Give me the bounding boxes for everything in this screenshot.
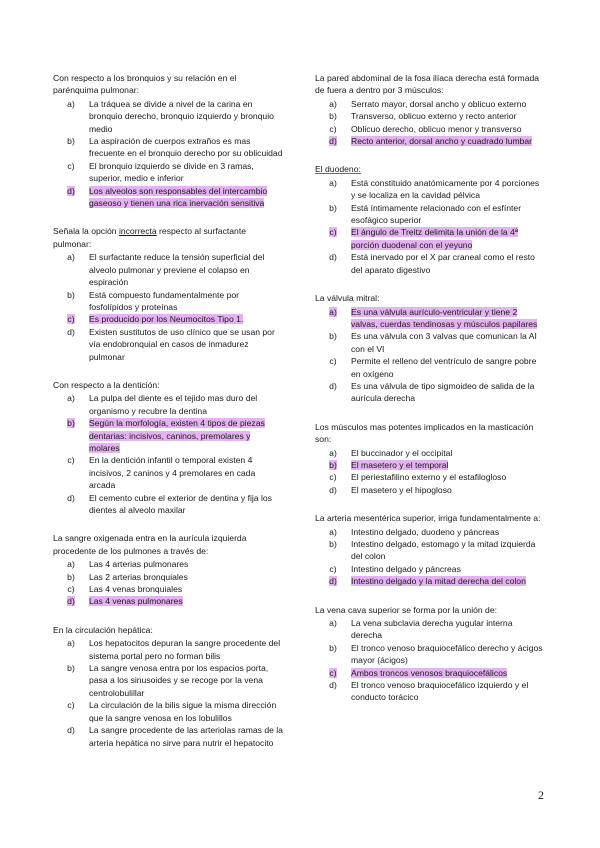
option-text-wrap <box>89 98 283 135</box>
option-letter <box>315 447 351 459</box>
option-text: Es producido por los Neumocitos Tipo 1. <box>89 314 244 325</box>
option-letter-text: c) <box>67 160 75 171</box>
answer-option-highlighted <box>53 185 283 210</box>
option-letter-text: d) <box>67 492 75 503</box>
option-letter-text: c) <box>329 472 337 483</box>
option-letter <box>315 484 351 496</box>
question-block <box>315 421 545 496</box>
option-text: El masetero y el hipogloso <box>351 484 452 495</box>
option-text-wrap <box>351 667 545 679</box>
option-letter-text: d) <box>67 725 75 736</box>
question-title-part: respecto al surfactante pulmonar: <box>53 226 246 249</box>
answer-option <box>315 679 545 704</box>
option-letter <box>53 185 89 210</box>
option-text: La aspiración de cuerpos extraños es mas frecuente en el bronquio derecho por su oblicuidad <box>89 136 283 159</box>
option-letter-text: c) <box>67 455 75 466</box>
option-letter-text: c) <box>329 356 337 367</box>
option-letter-text: d) <box>329 680 337 691</box>
answer-option <box>53 135 283 160</box>
option-letter-text: a) <box>329 447 337 458</box>
option-letter <box>53 571 89 583</box>
option-text: Serrato mayor, dorsal ancho y oblicuo externo <box>351 98 527 109</box>
question-title <box>53 624 283 636</box>
answer-option <box>53 662 283 699</box>
option-text: Intestino delgado, estomago y la mitad izquierda del colon <box>351 539 536 562</box>
option-letter <box>53 417 89 454</box>
option-letter-text: a) <box>67 252 75 263</box>
question-block <box>315 512 545 587</box>
option-text: Las 4 arterias pulmonares <box>89 559 189 570</box>
answer-option <box>315 380 545 405</box>
option-letter <box>53 98 89 135</box>
option-text: Oblicuo derecho, oblicuo menor y transverso <box>351 123 522 134</box>
question-block <box>315 163 545 276</box>
option-text: El buccinador y el occipital <box>351 447 453 458</box>
option-letter <box>53 492 89 517</box>
option-text: El ángulo de Treitz delimita la unión de la 4ª porción duodenal con el yeyuno <box>351 227 519 250</box>
option-letter-text: b) <box>329 202 337 213</box>
option-text-wrap <box>89 662 283 699</box>
option-text-wrap <box>351 642 545 667</box>
question-title-part: El duodeno: <box>315 164 361 175</box>
option-letter <box>315 459 351 471</box>
answer-option <box>315 471 545 483</box>
option-letter-text: d) <box>329 380 337 391</box>
option-text-wrap <box>351 380 545 405</box>
option-letter-text: a) <box>329 526 337 537</box>
option-text: Existen sustitutos de uso clínico que se usan por vía endobronquial en casos de inmadurez pulmonar <box>89 326 275 362</box>
answer-option-highlighted <box>315 459 545 471</box>
option-letter <box>315 202 351 227</box>
option-text: Intestino delgado y páncreas <box>351 563 461 574</box>
answer-option <box>315 484 545 496</box>
option-text-wrap <box>89 571 283 583</box>
option-letter-text: b) <box>329 459 337 470</box>
option-letter-text: c) <box>67 584 75 595</box>
option-letter <box>53 392 89 417</box>
answer-option <box>315 98 545 110</box>
option-text: El surfactante reduce la tensión superficial del alveolo pulmonar y previene el colapso en espiración <box>89 252 265 288</box>
option-text-wrap <box>89 492 283 517</box>
answer-option <box>53 699 283 724</box>
page-number: 2 <box>538 788 544 802</box>
question-title-part: Señala la opción <box>53 226 119 237</box>
question-title <box>53 225 283 250</box>
option-text-wrap <box>89 251 283 288</box>
option-text-wrap <box>89 185 283 210</box>
option-text: La sangre venosa entra por los espacios porta, pasa a los sinusoides y se recoge por la vena centrolobulillar <box>89 663 269 698</box>
option-text: Según la morfología, existen 4 tipos de piezas dentarias: incisivos, caninos, premolares y molares <box>89 418 265 453</box>
option-letter <box>53 662 89 699</box>
option-letter <box>53 724 89 749</box>
option-text: El tronco venoso braquiocefálico izquierdo y el conducto torácico <box>351 680 529 703</box>
option-text: En la dentición infantil o temporal existen 4 incisivos, 2 caninos y 4 premolares en cada arcada <box>89 455 256 491</box>
option-text: Es una válvula con 3 valvas que comunican la AI con el VI <box>351 331 537 354</box>
question-title-part: Con respecto a los bronquios y su relación en el parénquima pulmonar: <box>53 73 237 96</box>
option-letter-text: b) <box>67 571 75 582</box>
option-text: El cemento cubre el exterior de dentina y fija los dientes al alveolo maxilar <box>89 492 272 515</box>
answer-option <box>53 571 283 583</box>
option-letter <box>53 637 89 662</box>
option-letter-text: c) <box>329 667 337 678</box>
option-letter <box>315 667 351 679</box>
option-letter-text: d) <box>67 326 75 337</box>
option-letter <box>315 563 351 575</box>
option-text-wrap <box>351 135 545 147</box>
answer-option <box>53 289 283 314</box>
option-letter-text: a) <box>67 98 75 109</box>
answer-option <box>53 583 283 595</box>
question-title-part: La pared abdominal de la fosa ilíaca derecha está formada de fuera a dentro por 3 músculos: <box>315 73 540 96</box>
option-text-wrap <box>351 679 545 704</box>
question-title <box>53 72 283 97</box>
question-block <box>315 72 545 147</box>
question-block <box>315 604 545 704</box>
question-block <box>53 225 283 362</box>
option-letter <box>53 289 89 314</box>
question-title-part: Los músculos mas potentes implicados en la masticación son: <box>315 421 534 445</box>
option-letter <box>315 575 351 587</box>
option-text-wrap <box>89 313 283 325</box>
option-letter-text: d) <box>329 136 337 147</box>
option-text-wrap <box>89 637 283 662</box>
option-text: Es una válvula de tipo sigmoideo de salida de la aurícula derecha <box>351 380 535 404</box>
option-letter-text: b) <box>67 663 75 674</box>
option-letter-text: b) <box>329 642 337 653</box>
option-letter <box>315 538 351 563</box>
option-text-wrap <box>351 177 545 202</box>
option-letter <box>315 355 351 380</box>
question-title <box>315 421 545 446</box>
option-text: El bronquio izquierdo se divide en 3 ramas, superior, medio e inferior <box>89 160 254 184</box>
option-letter-text: d) <box>67 596 75 607</box>
answer-option <box>53 392 283 417</box>
option-text-wrap <box>351 226 545 251</box>
option-letter-text: b) <box>67 418 75 429</box>
option-text-wrap <box>89 595 283 607</box>
option-letter <box>315 642 351 667</box>
option-letter-text: c) <box>329 563 337 574</box>
option-letter <box>315 679 351 704</box>
answer-option <box>315 330 545 355</box>
option-letter <box>315 135 351 147</box>
option-text: La pulpa del diente es el tejido mas duro del organismo y recubre la dentina <box>89 393 258 416</box>
left-column <box>53 72 283 765</box>
option-text-wrap <box>89 724 283 749</box>
option-letter <box>315 471 351 483</box>
option-text: Está constituido anatómicamente por 4 porciones y se localiza en la cavidad pélvica <box>351 177 540 201</box>
option-text-wrap <box>351 617 545 642</box>
answer-option-highlighted <box>315 306 545 331</box>
option-letter <box>315 251 351 276</box>
question-title <box>315 72 545 97</box>
option-text-wrap <box>351 471 545 483</box>
option-text-wrap <box>89 699 283 724</box>
option-letter <box>315 330 351 355</box>
option-letter-text: a) <box>329 618 337 629</box>
answer-option <box>315 355 545 380</box>
answer-option <box>53 160 283 185</box>
option-letter-text: b) <box>329 331 337 342</box>
option-letter <box>315 98 351 110</box>
option-text: La circulación de la bilis sigue la misma dirección que la sangre venosa en los lobulillos <box>89 700 277 723</box>
option-letter <box>53 595 89 607</box>
option-letter-text: c) <box>67 700 75 711</box>
option-letter-text: a) <box>329 306 337 317</box>
option-letter <box>53 135 89 160</box>
option-letter-text: a) <box>329 98 337 109</box>
option-letter <box>315 123 351 135</box>
option-letter <box>53 558 89 570</box>
answer-option <box>315 123 545 135</box>
answer-option <box>53 326 283 363</box>
answer-option-highlighted <box>315 667 545 679</box>
option-text: La sangre procedente de las arteriolas ramas de la arteria hepática no sirve para nutrir el hepatocito <box>89 725 283 748</box>
option-letter-text: a) <box>67 393 75 404</box>
question-block <box>315 292 545 405</box>
answer-option <box>315 251 545 276</box>
answer-option-highlighted <box>53 595 283 607</box>
option-letter-text: a) <box>67 559 75 570</box>
option-text: Los hepatocitos depuran la sangre procedente del sistema portal pero no forman bilis <box>89 638 281 661</box>
answer-option <box>53 98 283 135</box>
option-text-wrap <box>89 583 283 595</box>
option-text-wrap <box>351 98 545 110</box>
answer-option <box>315 642 545 667</box>
option-text: Intestino delgado y la mitad derecha del colon <box>351 576 526 587</box>
option-text: La vena subclavia derecha yugular interna derecha <box>351 618 513 641</box>
option-letter <box>53 583 89 595</box>
option-text: Las 2 arterias bronquiales <box>89 571 188 582</box>
option-text: Está inervado por el X par craneal como el resto del aparato digestivo <box>351 252 535 275</box>
option-text-wrap <box>351 526 545 538</box>
option-letter-text: d) <box>329 252 337 263</box>
option-text: Las 4 venas pulmonares <box>89 596 183 607</box>
option-letter-text: d) <box>329 576 337 587</box>
option-text: Intestino delgado, duodeno y páncreas <box>351 526 500 537</box>
question-title-part: Con respecto a la dentición: <box>53 379 160 390</box>
option-text: Está íntimamente relacionado con el esfínter esofágico superior <box>351 202 522 226</box>
answer-option <box>53 637 283 662</box>
option-letter <box>315 110 351 122</box>
question-title-part: La válvula mitral: <box>315 293 380 304</box>
option-letter-text: c) <box>67 314 75 325</box>
answer-option <box>315 563 545 575</box>
option-letter <box>315 177 351 202</box>
answer-option <box>315 617 545 642</box>
option-text-wrap <box>351 563 545 575</box>
answer-option <box>315 538 545 563</box>
option-text-wrap <box>351 447 545 459</box>
option-text-wrap <box>89 417 283 454</box>
option-letter-text: c) <box>329 227 337 238</box>
option-text-wrap <box>89 135 283 160</box>
question-title-part: La vena cava superior se forma por la unión de: <box>315 604 498 615</box>
question-title <box>53 532 283 557</box>
option-text-wrap <box>89 289 283 314</box>
question-title-part: En la circulación hepática: <box>53 624 153 635</box>
question-title-part: La sangre oxigenada entra en la aurícula izquierda procedente de los pulmones a través de: <box>53 533 247 556</box>
question-title <box>315 292 545 304</box>
answer-option <box>53 454 283 491</box>
answer-option <box>53 724 283 749</box>
option-letter <box>53 699 89 724</box>
question-block <box>53 532 283 607</box>
option-letter <box>315 306 351 331</box>
question-title <box>53 379 283 391</box>
answer-option <box>315 177 545 202</box>
option-text-wrap <box>89 160 283 185</box>
option-text-wrap <box>351 123 545 135</box>
option-letter <box>315 617 351 642</box>
option-letter <box>53 313 89 325</box>
answer-option <box>53 558 283 570</box>
option-text: Ambos troncos venosos braquiocefálicos <box>351 667 508 678</box>
answer-option <box>53 251 283 288</box>
answer-option <box>315 526 545 538</box>
question-block <box>53 624 283 749</box>
answer-option-highlighted <box>315 575 545 587</box>
option-text-wrap <box>351 575 545 587</box>
option-letter <box>53 251 89 288</box>
option-text: El masetero y el temporal <box>351 459 449 470</box>
option-letter-text: b) <box>329 539 337 549</box>
option-text-wrap <box>351 202 545 227</box>
question-title <box>315 604 545 616</box>
question-block <box>53 72 283 209</box>
right-column <box>315 72 545 720</box>
option-text: Permite el relleno del ventrículo de sangre pobre en oxígeno <box>351 356 537 379</box>
option-text-wrap <box>351 110 545 122</box>
option-letter <box>53 160 89 185</box>
option-letter-text: c) <box>329 123 337 134</box>
option-letter <box>53 326 89 363</box>
option-text: Transverso, oblicuo externo y recto anterior <box>351 111 517 122</box>
option-letter-text: b) <box>329 111 337 122</box>
option-text: Los alveolos son responsables del intercambio gaseoso y tienen una rica inervación sensitiva <box>89 185 268 209</box>
answer-option-highlighted <box>53 417 283 454</box>
option-text-wrap <box>351 330 545 355</box>
option-text: Recto anterior, dorsal ancho y cuadrado lumbar <box>351 136 533 147</box>
option-text-wrap <box>89 454 283 491</box>
option-text-wrap <box>351 251 545 276</box>
answer-option <box>315 202 545 227</box>
answer-option <box>315 447 545 459</box>
option-text: Está compuesto fundamentalmente por fosfolípidos y proteínas <box>89 289 240 312</box>
option-text-wrap <box>351 484 545 496</box>
answer-option-highlighted <box>53 313 283 325</box>
option-letter-text: a) <box>67 638 75 649</box>
option-letter <box>315 526 351 538</box>
option-text-wrap <box>89 326 283 363</box>
question-block <box>53 379 283 516</box>
option-text-wrap <box>351 306 545 331</box>
question-title <box>315 163 545 175</box>
option-text: El periestafilino externo y el estafilogloso <box>351 472 507 483</box>
option-text-wrap <box>351 355 545 380</box>
option-letter-text: a) <box>329 177 337 188</box>
option-text: Las 4 venas bronquiales <box>89 584 183 595</box>
option-letter <box>315 380 351 405</box>
option-text: La tráquea se divide a nivel de la carina en bronquio derecho, bronquio izquierdo y bronquio medio <box>89 98 274 134</box>
option-text-wrap <box>89 392 283 417</box>
answer-option-highlighted <box>315 135 545 147</box>
option-text: El tronco venoso braquiocefálico derecho y ácigos mayor (ácigos) <box>351 642 543 666</box>
option-letter-text: b) <box>67 289 75 300</box>
option-text-wrap <box>89 558 283 570</box>
answer-option-highlighted <box>315 226 545 251</box>
option-letter <box>315 226 351 251</box>
question-title <box>315 512 545 524</box>
option-text-wrap <box>351 459 545 471</box>
option-letter-text: d) <box>329 484 337 495</box>
option-text: Es una válvula aurículo-ventricular y tiene 2 valvas, cuerdas tendinosas y músculos papilares <box>351 306 538 329</box>
answer-option <box>315 110 545 122</box>
question-title-part: incorrecta <box>118 226 157 237</box>
option-text-wrap <box>351 538 545 563</box>
option-letter-text: d) <box>67 185 75 196</box>
option-letter <box>53 454 89 491</box>
question-title-part: La arteria mesentérica superior, irriga fundamentalmente a: <box>315 513 541 524</box>
answer-option <box>53 492 283 517</box>
option-letter-text: b) <box>67 136 75 147</box>
